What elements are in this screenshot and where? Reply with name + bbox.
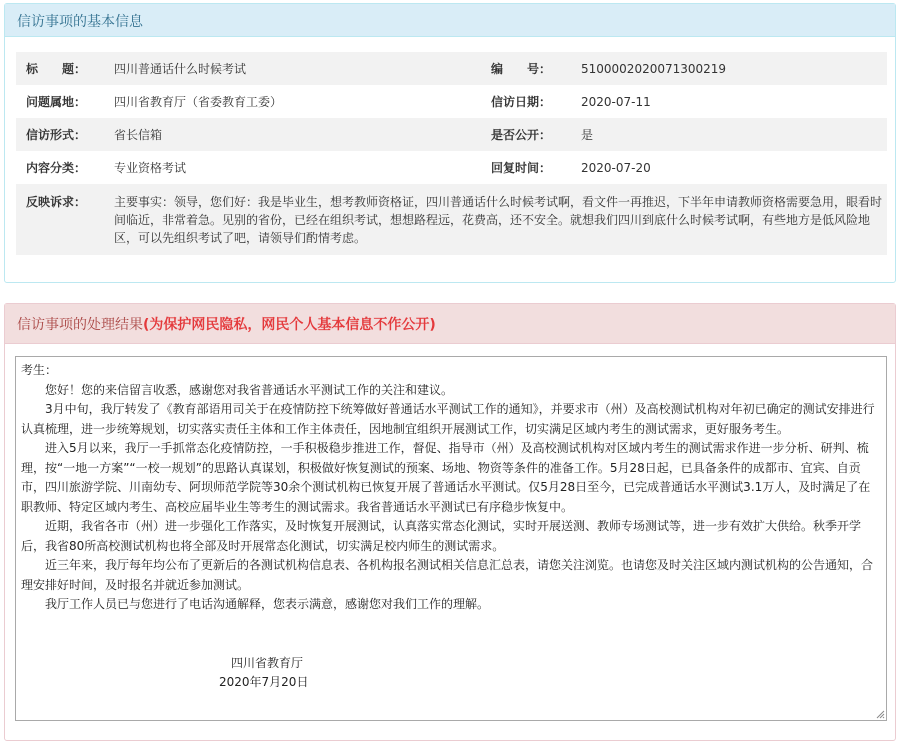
category-value: 专业资格考试 [104,151,481,184]
resize-grip-icon[interactable] [876,710,885,719]
petition-date-label: 信访日期： [481,85,571,118]
petition-form-value: 省长信箱 [104,118,481,151]
reply-time-value: 2020-07-20 [571,151,887,184]
reply-paragraph: 3月中旬，我厅转发了《教育部语用司关于在疫情防控下统筹做好普通话水平测试工作的通知》，并要求市（州）及高校测试机构对年初已确定的测试安排进行认真梳理，进一步统筹规划，切实落实责任主体和工作主体责任，因地制宜组织开展测试工作，切实满足区域内考生的测试需求，更好服务考生。 [21,402,875,436]
is-public-label: 是否公开： [481,118,571,151]
reply-greeting: 考生： [21,363,58,377]
reply-spacer [21,634,881,654]
petition-date-value: 2020-07-11 [571,85,887,118]
reply-paragraph: 我厅工作人员已与您进行了电话沟通解释，您表示满意，感谢您对我们工作的理解。 [45,597,490,611]
basic-info-table [16,52,887,255]
reply-paragraph: 近期，我省各市（州）进一步强化工作落实，及时恢复开展测试，认真落实常态化测试，实时开展送测、教师专场测试等，进一步有效扩大供给。秋季开学后，我省80所高校测试机构也将全部及时开展常态化测试，切实满足校内师生的测试需求。 [21,519,862,553]
reply-textarea[interactable] [15,356,887,721]
reply-paragraph: 进入5月以来，我厅一手抓常态化疫情防控，一手积极稳步推进工作，督促、指导市（州）及高校测试机构对区域内考生的测试需求作进一步分析、研判、梳理，按“一地一方案”“一校一规划”的思路认真谋划，积极做好恢复测试的预案、场地、物资等条件的准备工作。5月28日起，已具备条件的成都市、宜宾、自贡市，四川旅游学院、川南幼专、阿坝师范学院等30余个测试机构已恢复开展了普通话水平测试。仅5月28日至今，已完成普通话水平测试3.1万人，及时满足了在职教师、特定区域内考生、高校应届毕业生等考生的测试需求。我省普通话水平测试已有序稳步恢复中。 [21,441,871,514]
serial-number-label: 编 号： [481,52,571,85]
reply-date: 2020年7月20日 [219,675,309,689]
appeal-text: 主要事实：领导，您们好：我是毕业生，想考教师资格证，四川普通话什么时候考试啊，看文件一再推迟，下半年申请教师资格需要急用，眼看时间临近，非常着急。见别的省份，已经在组织考试，想想路程远，花费高，还不安全。就想我们四川到底什么时候考试啊，有些地方是低风险地区，可以先组织考试了吧，请领导们酌情考虑。 [104,184,887,255]
reply-paragraph: 近三年来，我厅每年均公布了更新后的各测试机构信息表、各机构报名测试相关信息汇总表，请您关注浏览。也请您及时关注区域内测试机构的公告通知，合理安排好时间，及时报名并就近参加测试。 [21,558,874,592]
basic-info-panel [4,3,896,283]
table-row [16,118,887,151]
is-public-value: 是 [571,118,887,151]
table-row [16,184,887,255]
title-value: 四川普通话什么时候考试 [104,52,481,85]
jurisdiction-value: 四川省教育厅（省委教育工委） [104,85,481,118]
table-row [16,151,887,184]
jurisdiction-label: 问题属地： [16,85,104,118]
table-row [16,85,887,118]
category-label: 内容分类： [16,151,104,184]
basic-info-heading: 信访事项的基本信息 [5,4,895,37]
reply-spacer [21,615,881,635]
privacy-note: (为保护网民隐私，网民个人基本信息不作公开) [143,317,436,333]
reply-signature: 四川省教育厅 [231,655,304,670]
serial-number-value: 5100002020071300219 [571,52,887,85]
reply-time-label: 回复时间： [481,151,571,184]
reply-paragraph: 您好！您的来信留言收悉，感谢您对我省普通话水平测试工作的关注和建议。 [45,382,454,397]
title-label: 标 题： [16,52,104,85]
petition-form-label: 信访形式： [16,118,104,151]
result-panel [4,303,896,741]
table-row [16,52,887,85]
result-heading [5,304,895,344]
result-title: 信访事项的处理结果 [17,317,143,333]
appeal-label: 反映诉求： [16,184,104,255]
